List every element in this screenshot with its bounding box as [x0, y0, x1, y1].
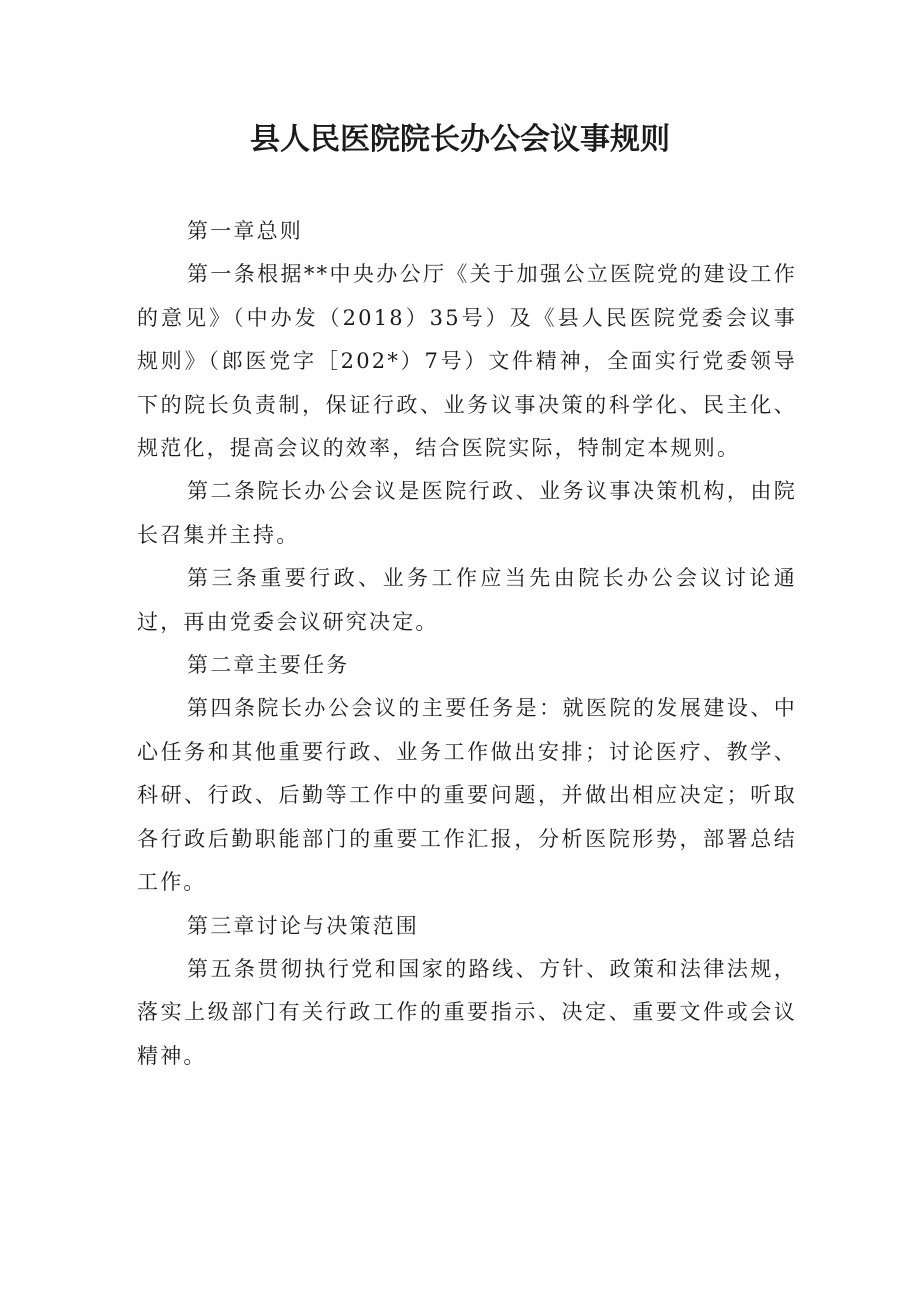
- article-2: 第二条院长办公会议是医院行政、业务议事决策机构，由院长召集并主持。: [137, 479, 797, 547]
- chapter-heading-2: 第二章主要任务: [187, 653, 350, 678]
- chapter-heading-3: 第三章讨论与决策范围: [187, 913, 419, 938]
- article-3: 第三条重要行政、业务工作应当先由院长办公会议讨论通过，再由党委会议研究决定。: [137, 566, 797, 634]
- document-title: 县人民医院院长办公会议事规则: [250, 122, 670, 157]
- document-body: [137, 210, 797, 1078]
- article-1: 第一条根据**中央办公厅《关于加强公立医院党的建设工作的意见》（中办发（2018）35号）及《县人民医院党委会议事规则》（郎医党字［202*）7号）文件精神，全面实行党委领导下的院长负责制，保证行政、业务议事决策的科学化、民主化、规范化，提高会议的效率，结合医院实际，特制定本规则。: [137, 262, 797, 461]
- chapter-heading-1: 第一章总则: [187, 219, 303, 243]
- article-4: 第四条院长办公会议的主要任务是：就医院的发展建设、中心任务和其他重要行政、业务工作做出安排；讨论医疗、教学、科研、行政、后勤等工作中的重要问题，并做出相应决定；听取各行政后勤职能部门的重要工作汇报，分析医院形势，部署总结工作。: [137, 696, 797, 895]
- article-5: 第五条贯彻执行党和国家的路线、方针、政策和法律法规，落实上级部门有关行政工作的重要指示、决定、重要文件或会议精神。: [137, 956, 797, 1068]
